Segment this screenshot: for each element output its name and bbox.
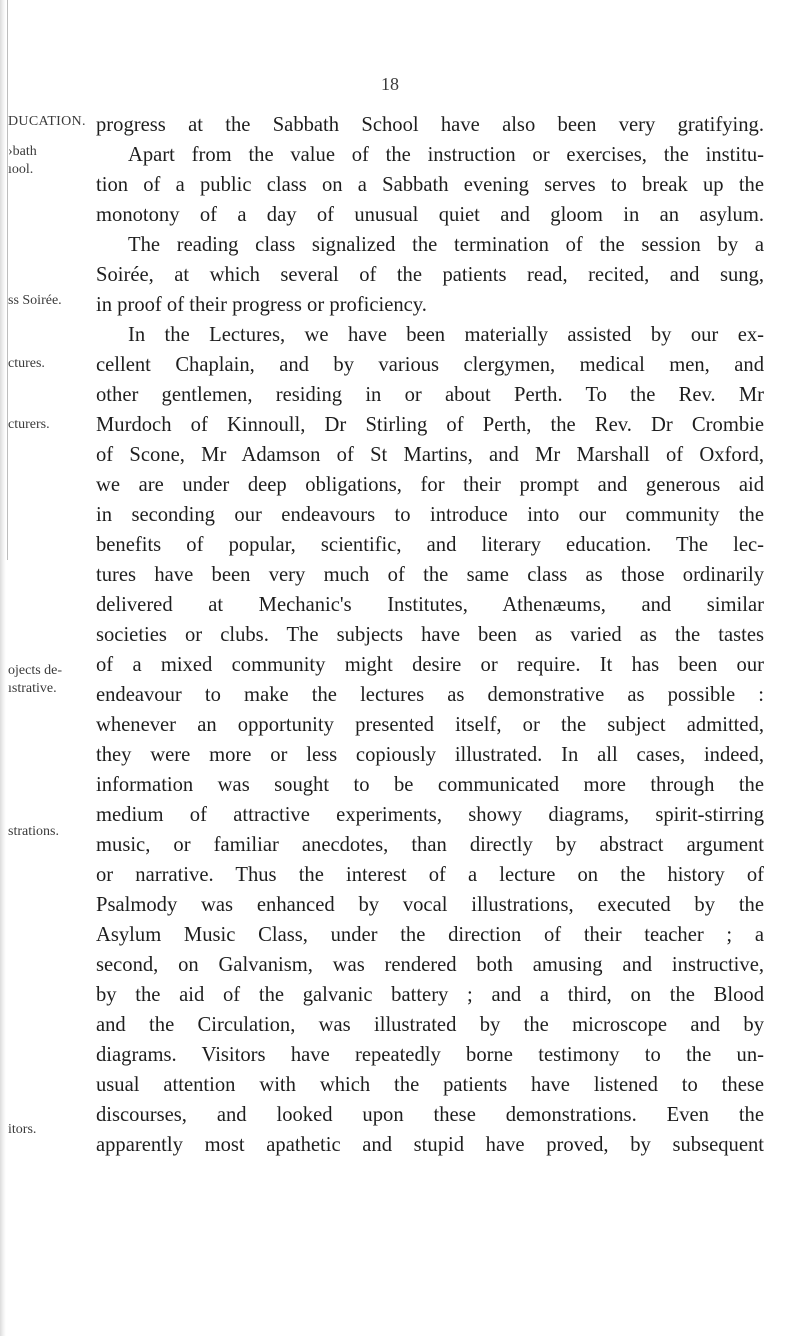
body-line: progress at the Sabbath School have also been very gratifying.: [96, 114, 764, 136]
body-line: discourses, and looked upon these demonstrations. Even the: [96, 1104, 764, 1126]
body-line: in proof of their progress or proficiency.: [96, 294, 427, 316]
margin-note: DUCATION.: [8, 114, 86, 129]
body-line: diagrams. Visitors have repeatedly borne testimony to the un-: [96, 1044, 764, 1066]
body-line: we are under deep obligations, for their prompt and generous aid: [96, 474, 764, 496]
body-line: endeavour to make the lectures as demonstrative as possible :: [96, 684, 764, 706]
body-line: of a mixed community might desire or require. It has been our: [96, 654, 764, 676]
body-line: medium of attractive experiments, showy diagrams, spirit-stirring: [96, 804, 764, 826]
body-line: Asylum Music Class, under the direction of their teacher ; a: [96, 924, 764, 946]
body-line: information was sought to be communicated more through the: [96, 774, 764, 796]
body-line: and the Circulation, was illustrated by the microscope and by: [96, 1014, 764, 1036]
body-line: societies or clubs. The subjects have been as varied as the tastes: [96, 624, 764, 646]
body-line: Murdoch of Kinnoull, Dr Stirling of Perth, the Rev. Dr Crombie: [96, 414, 764, 436]
body-line: in seconding our endeavours to introduce into our community the: [96, 504, 764, 526]
margin-note: ctures.: [8, 356, 45, 371]
page-number: 18: [381, 74, 399, 94]
margin-note: strations.: [8, 824, 59, 839]
margin-note: ›bath: [8, 144, 37, 159]
body-line: cellent Chaplain, and by various clergymen, medical men, and: [96, 354, 764, 376]
body-line: music, or familiar anecdotes, than directly by abstract argument: [96, 834, 764, 856]
body-line: of Scone, Mr Adamson of St Martins, and Mr Marshall of Oxford,: [96, 444, 764, 466]
body-line: usual attention with which the patients have listened to these: [96, 1074, 764, 1096]
body-line: tion of a public class on a Sabbath evening serves to break up the: [96, 174, 764, 196]
body-line: they were more or less copiously illustrated. In all cases, indeed,: [96, 744, 764, 766]
body-line: Psalmody was enhanced by vocal illustrations, executed by the: [96, 894, 764, 916]
body-line: other gentlemen, residing in or about Perth. To the Rev. Mr: [96, 384, 764, 406]
margin-note: ojects de-: [8, 663, 63, 678]
body-line: benefits of popular, scientific, and literary education. The lec-: [96, 534, 764, 556]
body-line: Apart from the value of the instruction or exercises, the institu-: [128, 144, 764, 166]
margin-note: ıool.: [8, 162, 34, 177]
margin-note: itors.: [8, 1122, 37, 1137]
body-line: second, on Galvanism, was rendered both amusing and instructive,: [96, 954, 764, 976]
body-line: whenever an opportunity presented itself, or the subject admitted,: [96, 714, 764, 736]
body-line: monotony of a day of unusual quiet and gloom in an asylum.: [96, 204, 764, 226]
body-line: Soirée, at which several of the patients read, recited, and sung,: [96, 264, 764, 286]
margin-note: ss Soirée.: [8, 293, 62, 308]
body-line: delivered at Mechanic's Institutes, Athenæums, and similar: [96, 594, 764, 616]
body-line: apparently most apathetic and stupid have proved, by subsequent: [96, 1134, 764, 1156]
body-line: tures have been very much of the same class as those ordinarily: [96, 564, 764, 586]
body-line: by the aid of the galvanic battery ; and a third, on the Blood: [96, 984, 764, 1006]
body-line: In the Lectures, we have been materially assisted by our ex-: [128, 324, 764, 346]
margin-note: cturers.: [8, 417, 50, 432]
page-edge-line: [7, 0, 8, 560]
margin-note: ıstrative.: [8, 681, 57, 696]
body-line: The reading class signalized the termination of the session by a: [128, 234, 764, 256]
body-line: or narrative. Thus the interest of a lecture on the history of: [96, 864, 764, 886]
page-edge-shadow: [0, 0, 6, 1336]
